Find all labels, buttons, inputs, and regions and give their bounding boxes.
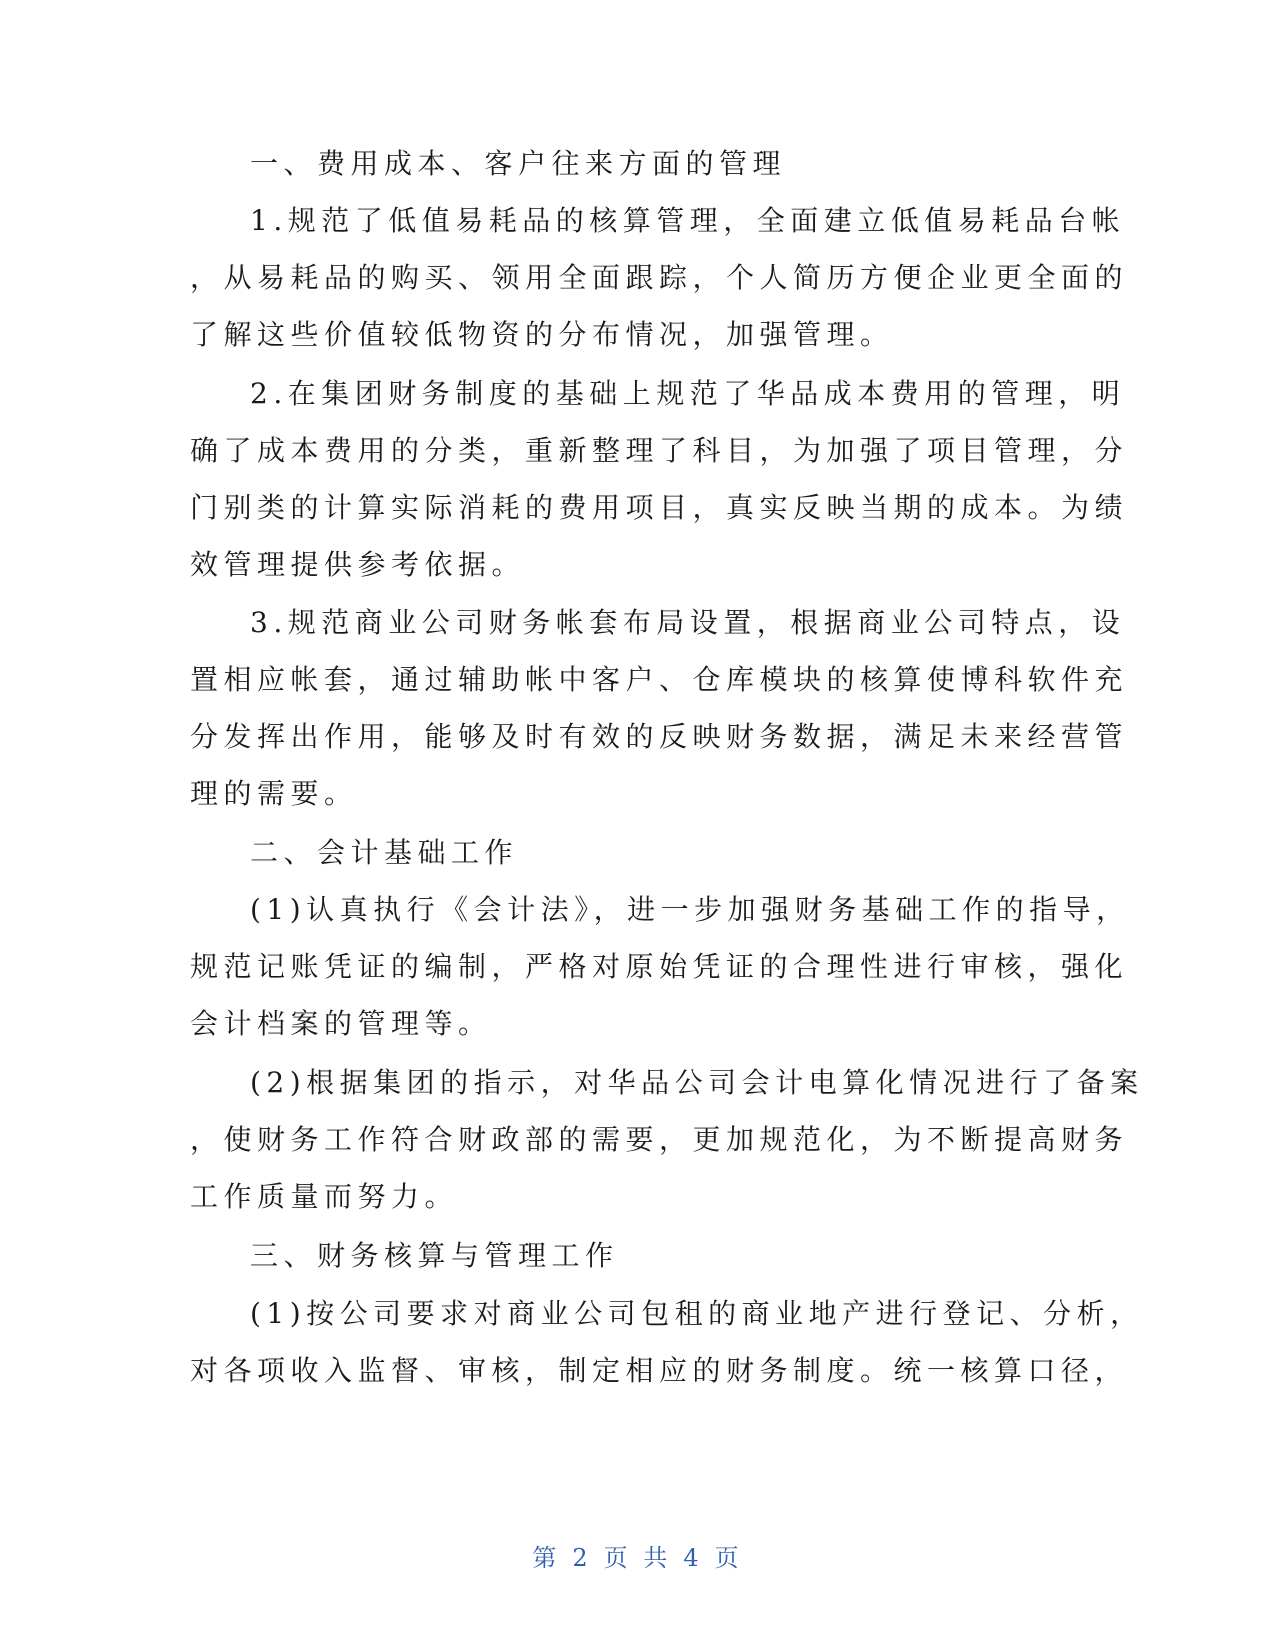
footer-middle: 页 共 [603,1544,672,1572]
paragraph-line: (1)认真执行《会计法》，进一步加强财务基础工作的指导， [250,893,1130,926]
section-heading-1: 一、费用成本、客户往来方面的管理 [250,147,787,180]
footer-prefix: 第 [532,1544,561,1572]
paragraph-line: 分发挥出作用，能够及时有效的反映财务数据，满足未来经营管 [190,720,1129,753]
paragraph-line: 对各项收入监督、审核，制定相应的财务制度。统一核算口径， [190,1354,1129,1387]
paragraph-line: 1.规范了低值易耗品的核算管理，全面建立低值易耗品台帐 [250,204,1126,237]
paragraph-line: 置相应帐套，通过辅助帐中客户、仓库模块的核算使博科软件充 [190,663,1129,696]
paragraph-line: (2)根据集团的指示，对华品公司会计电算化情况进行了备案 [250,1066,1144,1099]
paragraph-line: (1)按公司要求对商业公司包租的商业地产进行登记、分析， [250,1297,1144,1330]
section-heading-3: 三、财务核算与管理工作 [250,1239,619,1272]
paragraph-line: 门别类的计算实际消耗的费用项目，真实反映当期的成本。为绩 [190,491,1129,524]
paragraph-line: 会计档案的管理等。 [190,1007,492,1040]
section-heading-2: 二、会计基础工作 [250,836,519,869]
paragraph-line: 效管理提供参考依据。 [190,548,526,581]
footer-total-pages: 4 [683,1544,703,1572]
paragraph-line: 了解这些价值较低物资的分布情况，加强管理。 [190,318,894,351]
paragraph-line: ，从易耗品的购买、领用全面跟踪，个人简历方便企业更全面的 [190,261,1129,294]
paragraph-line: 规范记账凭证的编制，严格对原始凭证的合理性进行审核，强化 [190,950,1129,983]
footer-suffix: 页 [714,1544,743,1572]
paragraph-line: 3.规范商业公司财务帐套布局设置，根据商业公司特点，设 [250,606,1126,639]
paragraph-line: ，使财务工作符合财政部的需要，更加规范化，为不断提高财务 [190,1123,1129,1156]
footer-current-page: 2 [572,1544,592,1572]
page-footer [0,1542,1275,1574]
paragraph-line: 工作质量而努力。 [190,1180,459,1213]
paragraph-line: 2.在集团财务制度的基础上规范了华品成本费用的管理，明 [250,377,1126,410]
paragraph-line: 理的需要。 [190,777,358,810]
paragraph-line: 确了成本费用的分类，重新整理了科目，为加强了项目管理，分 [190,434,1129,467]
